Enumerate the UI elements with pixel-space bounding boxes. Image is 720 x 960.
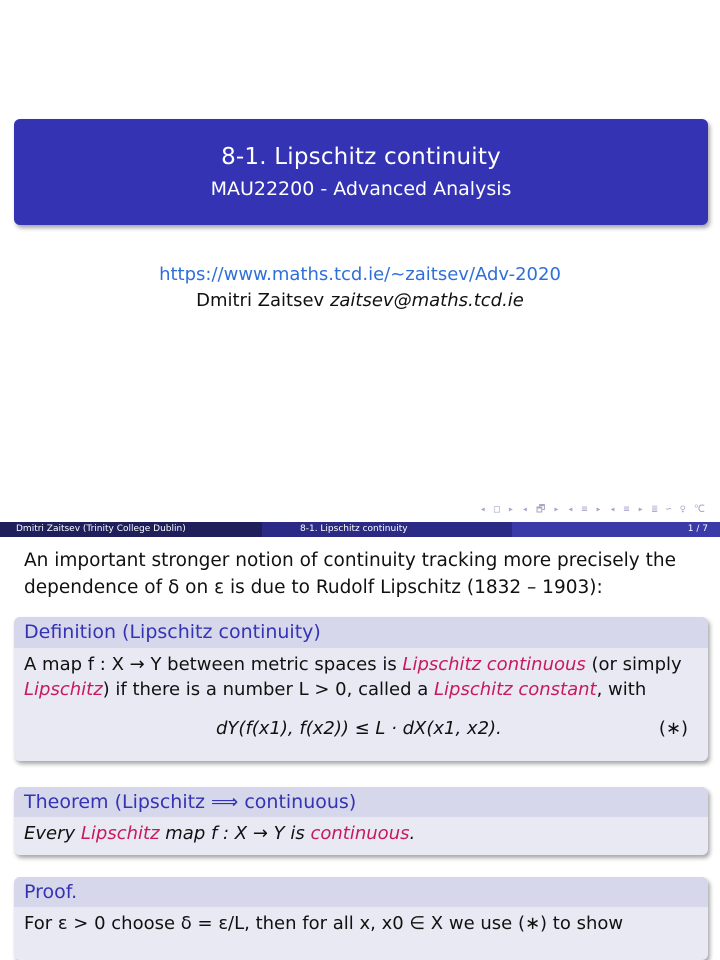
author-line	[0, 290, 720, 311]
course-subtitle: MAU22200 - Advanced Analysis	[210, 178, 512, 200]
term-lipschitz: Lipschitz	[24, 679, 103, 700]
theorem-body	[14, 817, 708, 846]
bar-page-number: 1 / 7	[512, 522, 720, 537]
term-continuous: continuous	[310, 823, 410, 844]
definition-line-2	[24, 677, 698, 702]
equation-tag: (∗)	[658, 718, 688, 739]
thm-text: Every	[24, 823, 81, 844]
proof-title: Proof.	[14, 877, 708, 907]
lipschitz-inequality: dY(f(x1), f(x2)) ≤ L · dX(x1, x2).	[216, 718, 502, 739]
def-text: ) if there is a number L > 0, called a	[102, 679, 434, 700]
term-lipschitz-constant: Lipschitz constant	[433, 679, 597, 700]
beamer-nav-icons[interactable]: ◂ □ ▸ ◂ 🗗 ▸ ◂ ≡ ▸ ◂ ≡ ▸ ≣ ∽ ♀ ℃	[479, 504, 706, 515]
slide-bar	[0, 522, 720, 537]
title-block	[14, 119, 708, 225]
bar-author: Dmitri Zaitsev (Trinity College Dublin)	[0, 522, 262, 537]
proof-block	[14, 877, 708, 960]
proof-body: For ε > 0 choose δ = ε/L, then for all x, x0 ∈ X we use (∗) to show	[24, 913, 624, 934]
course-url[interactable]: https://www.maths.tcd.ie/~zaitsev/Adv-2020	[159, 264, 561, 285]
bar-title: 8-1. Lipschitz continuity	[262, 522, 512, 537]
definition-block	[14, 617, 708, 761]
definition-title: Definition (Lipschitz continuity)	[14, 617, 708, 648]
slide-title: 8-1. Lipschitz continuity	[221, 144, 501, 170]
def-text: (or simply	[585, 654, 682, 675]
intro-line-1: An important stronger notion of continuity tracking more precisely the	[24, 550, 676, 571]
theorem-title: Theorem (Lipschitz ⟹ continuous)	[14, 787, 708, 817]
thm-text: .	[409, 823, 416, 844]
intro-line-2: dependence of δ on ε is due to Rudolf Lipschitz (1832 – 1903):	[24, 577, 603, 598]
term-lipschitz: Lipschitz	[80, 823, 160, 844]
definition-line-1	[24, 652, 698, 677]
thm-text: map f : X → Y is	[159, 823, 311, 844]
definition-formula-row	[24, 716, 698, 748]
term-lipschitz-continuous: Lipschitz continuous	[402, 654, 586, 675]
intro-paragraph	[24, 547, 704, 601]
author-email: zaitsev@maths.tcd.ie	[329, 290, 524, 311]
def-text: A map f : X → Y between metric spaces is	[24, 654, 403, 675]
definition-body	[14, 648, 708, 748]
theorem-block	[14, 787, 708, 855]
author-name: Dmitri Zaitsev	[196, 290, 325, 311]
def-text: , with	[596, 679, 647, 700]
